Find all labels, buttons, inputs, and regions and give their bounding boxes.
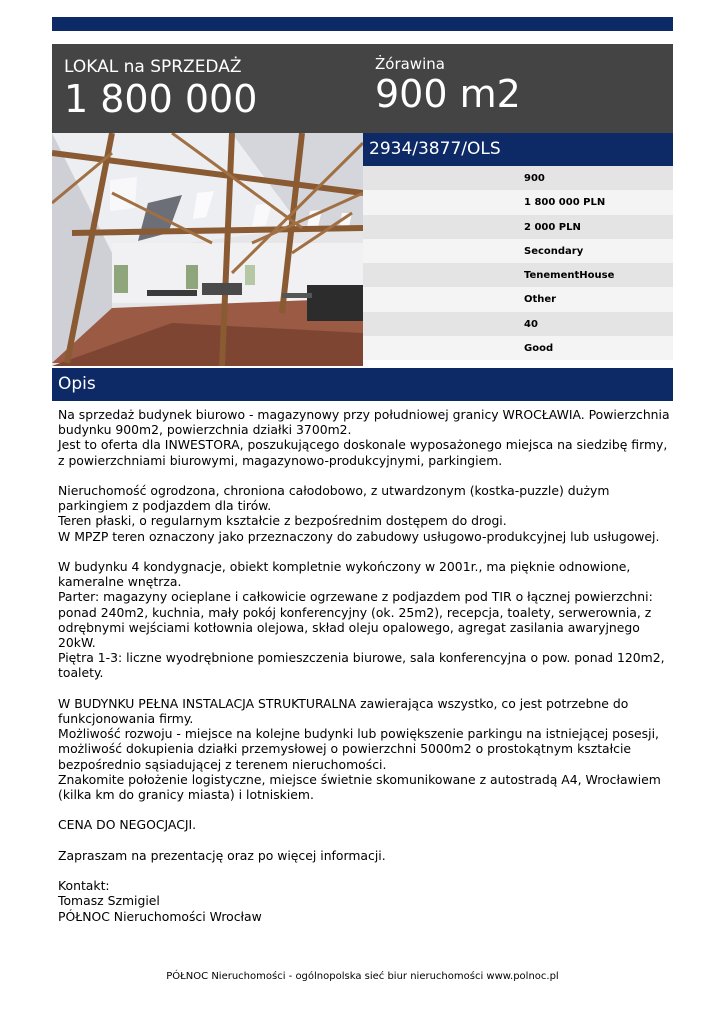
param-row (363, 166, 673, 190)
param-value: Other (524, 294, 557, 306)
param-row (363, 190, 673, 214)
param-value: Good (524, 343, 554, 355)
param-row (363, 336, 673, 360)
param-value: 40 (524, 318, 538, 330)
param-value: 2 000 PLN (524, 221, 581, 233)
page-footer: PÓŁNOC Nieruchomości - ogólnopolska sieć biur nieruchomości www.polnoc.pl (166, 971, 559, 982)
property-photo (52, 133, 363, 366)
param-value: 1 800 000 PLN (524, 197, 606, 209)
param-value: Secondary (524, 245, 584, 257)
listing-area: 900 m2 (375, 72, 521, 116)
description-paragraph: Na sprzedaż budynek biurowo - magazynowy przy południowej granicy WROCŁAWIA. Powierzchnia budynku 900m2, powierzchnia działki 3700m2. Jest to oferta dla INWESTORA, poszukującego doskonale wyposażonego miejsca na siedzibę firmy, z powierzchniami biurowymi, magazynowo-produkcyjnymi, parkingiem. (58, 407, 670, 468)
param-row (363, 287, 673, 311)
top-accent-bar (52, 17, 673, 31)
param-value: 900 (524, 173, 545, 184)
section-title-description: Opis (52, 368, 673, 401)
param-row (363, 312, 673, 336)
contact-block: Kontakt: Tomasz Szmigiel PÓŁNOC Nieruchomości Wrocław (58, 878, 262, 924)
param-row (363, 239, 673, 263)
listing-type: LOKAL na SPRZEDAŻ (64, 57, 242, 77)
listing-header (52, 44, 673, 133)
param-row (363, 263, 673, 287)
description-text (58, 407, 670, 924)
param-row (363, 215, 673, 239)
description-paragraph: W BUDYNKU PEŁNA INSTALACJA STRUKTURALNA zawierająca wszystko, co jest potrzebne do funkcjonowania firmy. Możliwość rozwoju - miejsce na kolejne budynki lub powiększenie parkingu na istniejącej posesji, możliwość dokupienia działki przemysłowej o powierzchni 5000m2 o prostokątnym kształcie bezpośrednio sąsiadującej z terenem nieruchomości. Znakomite położenie logistyczne, miejsce świetnie skomunikowane z autostradą A4, Wrocławiem (kilka km do granicy miasta) i lotniskiem. (58, 695, 661, 803)
header-right (375, 55, 521, 115)
parameters-table (363, 166, 673, 360)
header-left (64, 57, 257, 120)
listing-price: 1 800 000 (64, 77, 258, 121)
listing-city: Żórawina (375, 55, 445, 73)
description-paragraph: Nieruchomość ogrodzona, chroniona całodobowo, z utwardzonym (kostka-puzzle) dużym parkingiem z podjazdem dla tirów. Teren płaski, o regularnym kształcie z bezpośrednim dostępem do drogi. W MPZP teren oznaczony jako przeznaczony do zabudowy usługowo-produkcyjnej lub usługowej. (58, 483, 660, 544)
reference-number: 2934/3877/OLS (363, 133, 673, 166)
description-paragraph: W budynku 4 kondygnacje, obiekt kompletnie wykończony w 2001r., ma pięknie odnowione, kameralne wnętrza. Parter: magazyny ocieplane i całkowicie ogrzewane z podjazdem pod TIR o łącznej powierzchni: ponad 240m2, kuchnia, mały pokój konferencyjny (ok. 25m2), recepcja, toalety, serwerownia, z odrębnymi wejściami kotłownia olejowa, skład oleju opalowego, agregat zasilania awaryjnego 20kW. Piętra 1-3: liczne wyodrębnione pomieszczenia biurowe, sala konferencyjna o pow. ponad 120m2, toalety. (58, 559, 665, 681)
param-value: TenementHouse (524, 270, 615, 282)
description-paragraph: Zapraszam na prezentację oraz po więcej informacji. (58, 847, 386, 863)
description-paragraph: CENA DO NEGOCJACJI. (58, 817, 197, 833)
